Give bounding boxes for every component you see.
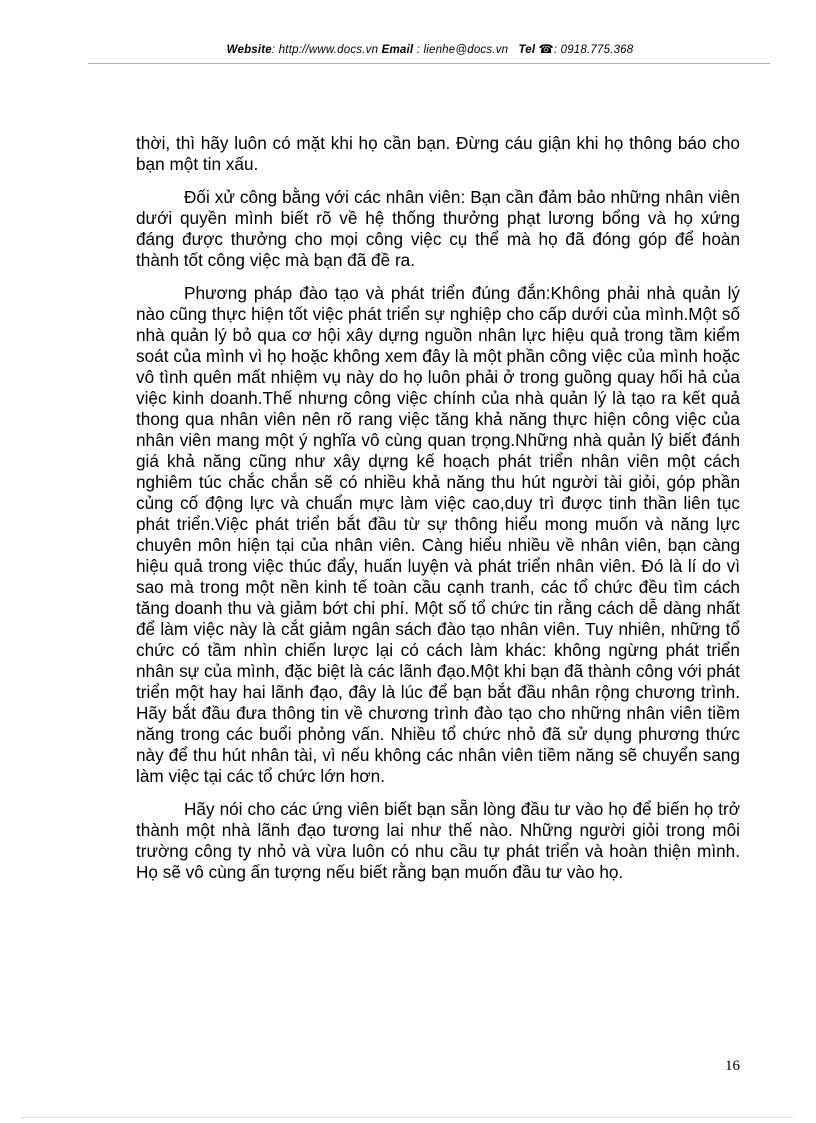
tel-value: : 0918.775.368 xyxy=(553,44,634,56)
website-value: : http://www.docs.vn xyxy=(271,44,379,56)
email-value: : lienhe@docs.vn xyxy=(416,44,509,56)
paragraph-4: Hãy nói cho các ứng viên biết bạn sẵn lòng đầu tư vào họ để biến họ trở thành một nhà lãnh đạo tương lai như thế nào. Những người giỏi trong môi trường công ty nhỏ và vừa luôn có nhu cầu tự phát triển và hoàn thiện mình. Họ sẽ vô cùng ấn tượng nếu biết rằng bạn muốn đầu tư vào họ. xyxy=(136,799,740,882)
phone-icon: ☎ xyxy=(538,42,554,56)
header-divider xyxy=(88,63,770,64)
paragraph-2: Đối xử công bằng với các nhân viên: Bạn cần đảm bảo những nhân viên dưới quyền mình biết rõ về hệ thống thưởng phạt lương bổng và họ xứng đáng được thưởng cho mọi công việc cụ thể mà họ đã đóng góp để hoàn thành tốt công việc mà bạn đã đề ra. xyxy=(136,187,740,270)
paragraph-1: thời, thì hãy luôn có mặt khi họ cần bạn. Đừng cáu giận khi họ thông báo cho bạn một tin xấu. xyxy=(136,133,740,174)
document-body xyxy=(136,133,740,895)
tel-label: Tel xyxy=(518,44,536,56)
email-label: Email xyxy=(381,44,414,56)
page-number: 16 xyxy=(725,1058,740,1074)
paragraph-3: Phương pháp đào tạo và phát triển đúng đắn:Không phải nhà quản lý nào cũng thực hiện tốt việc phát triển sự nghiệp cho cấp dưới của mình.Một số nhà quản lý bỏ qua cơ hội xây dựng nguồn nhân lực hiệu quả trong tầm kiểm soát của mình vì họ hoặc không xem đây là một phần công việc của mình hoặc vô tình quên mất nhiệm vụ này do họ luôn phải ở trong guồng quay hối hả của việc kinh doanh.Thế nhưng công việc chính của nhà quản lý là tạo ra kết quả thong qua nhân viên nên rõ rang việc tăng khả năng thực hiện công việc của nhân viên mang một ý nghĩa vô cùng quan trọng.Những nhà quản lý biết đánh giá khả năng cũng như xây dựng kế hoạch phát triển nhân viên một cách nghiêm túc chắc chắn sẽ có nhiều khả năng thu hút người tài giỏi, góp phần củng cố động lực và chuẩn mực làm việc cao,duy trì được tinh thần liên tục phát triển.Việc phát triển bắt đầu từ sự thông hiểu mong muốn và năng lực chuyên môn hiện tại của nhân viên. Càng hiểu nhiều về nhân viên, bạn càng hiệu quả trong việc thúc đẩy, huấn luyện và phát triển nhân viên. Đó là lí do vì sao mà trong một nền kinh tế toàn cầu cạnh tranh, các tổ chức đều tìm cách tăng doanh thu và giảm bớt chi phí. Một số tổ chức tin rằng cách dễ dàng nhất để làm việc này là cắt giảm ngân sách đào tạo nhân viên. Tuy nhiên, những tổ chức có tầm nhìn chiến lược lại có cách làm khác: không ngừng phát triển nhân sự của mình, đặc biệt là các lãnh đạo.Một khi bạn đã thành công với phát triển một hay hai lãnh đạo, đây là lúc để bạn bắt đầu nhân rộng chương trình. Hãy bắt đầu đưa thông tin về chương trình đào tạo cho những nhân viên tiềm năng trong các buổi phỏng vấn. Nhiều tổ chức nhỏ đã sử dụng phương thức này để thu hút nhân tài, vì nếu không các nhân viên tiềm năng sẽ chuyển sang làm việc tại các tổ chức lớn hơn. xyxy=(136,283,740,786)
page-bottom-border xyxy=(22,1117,794,1118)
page-header xyxy=(90,42,770,56)
website-label: Website xyxy=(226,44,272,56)
